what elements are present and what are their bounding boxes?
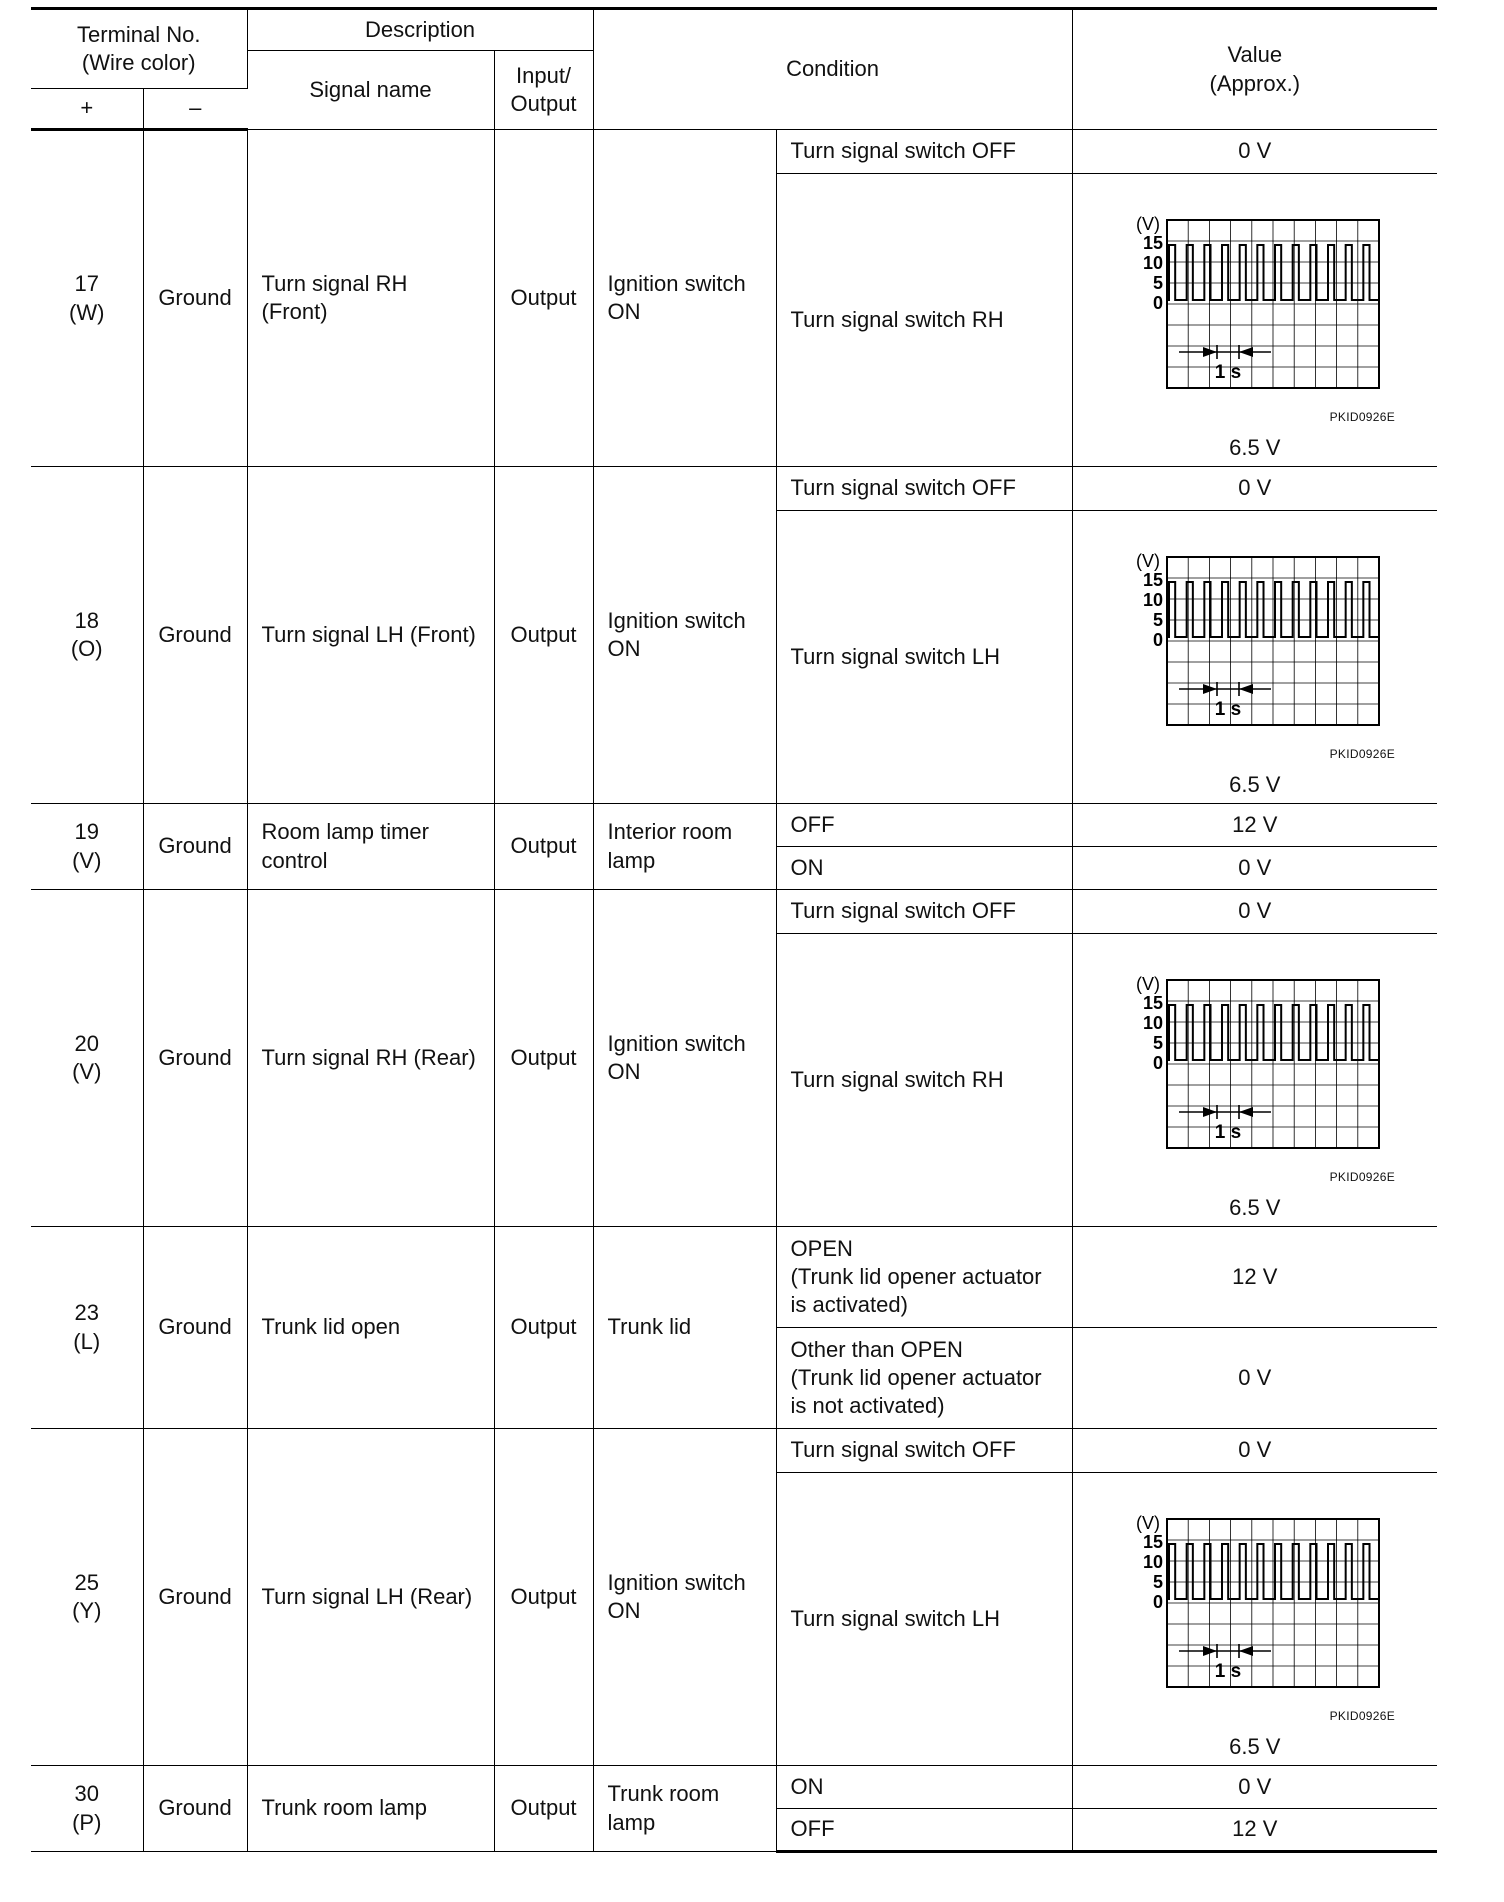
scope-y-tick: 0: [1152, 293, 1163, 313]
voltage-value: 6.5 V: [1229, 1734, 1281, 1759]
signal-name-cell: Turn signal LH (Front): [247, 467, 494, 804]
sub-condition-cell: OPEN (Trunk lid opener actuator is activated): [776, 1227, 1072, 1328]
wire-color: (W): [69, 299, 105, 325]
input-output-cell: Output: [494, 1227, 593, 1429]
sub-condition-cell: ON: [776, 1766, 1072, 1809]
table-row: [31, 1227, 1437, 1328]
value-header: [1072, 9, 1437, 130]
terminal-cell: [31, 1227, 143, 1429]
sub-condition-cell: Turn signal switch OFF: [776, 130, 1072, 174]
input-output-cell: Output: [494, 130, 593, 467]
scope-time-label: 1 s: [1214, 1122, 1241, 1143]
wire-color: (Y): [72, 1598, 102, 1623]
input-output-cell: Output: [494, 1429, 593, 1766]
minus-terminal-cell: Ground: [143, 1429, 247, 1766]
figure-id: PKID0926E: [1329, 1709, 1396, 1723]
wire-color: (P): [72, 1809, 102, 1835]
scope-y-tick: 0: [1152, 1592, 1163, 1612]
waveform-figure: [1087, 934, 1424, 1226]
voltage-value: 12 V: [1072, 1809, 1437, 1852]
input-output-cell: Output: [494, 890, 593, 1227]
scope-unit-label: (V): [1135, 214, 1160, 234]
scope-y-tick: 5: [1152, 273, 1163, 293]
minus-terminal-cell: Ground: [143, 467, 247, 804]
scope-unit-label: (V): [1135, 974, 1160, 994]
table-row: [31, 467, 1437, 511]
figure-id: PKID0926E: [1329, 1170, 1396, 1184]
signal-name-cell: Turn signal RH (Front): [247, 130, 494, 467]
minus-terminal-cell: Ground: [143, 1766, 247, 1852]
wire-color: (O): [70, 636, 103, 661]
sub-condition-cell: ON: [776, 847, 1072, 890]
minus-terminal-cell: Ground: [143, 1227, 247, 1429]
input-output-cell: Output: [494, 1766, 593, 1852]
time-marker-icon: [1179, 345, 1271, 359]
wire-color: (L): [73, 1328, 101, 1354]
sub-condition-cell: Turn signal switch OFF: [776, 890, 1072, 934]
voltage-value: 0 V: [1072, 1429, 1437, 1473]
waveform-figure: [1087, 511, 1424, 803]
minus-terminal-cell: Ground: [143, 130, 247, 467]
signal-name-cell: Turn signal LH (Rear): [247, 1429, 494, 1766]
terminal-cell: [31, 1766, 143, 1852]
figure-id: PKID0926E: [1329, 747, 1396, 761]
sub-condition-cell: Turn signal switch LH: [776, 511, 1072, 804]
voltage-value: 12 V: [1072, 804, 1437, 847]
scope-y-tick: 15: [1142, 993, 1163, 1013]
scope-y-tick: 10: [1142, 253, 1163, 273]
signal-name-cell: Room lamp timer control: [247, 804, 494, 890]
time-marker-icon: [1179, 1644, 1271, 1658]
sub-condition-cell: Turn signal switch RH: [776, 934, 1072, 1227]
input-output-cell: Output: [494, 804, 593, 890]
condition-cell: Trunk lid: [593, 1227, 776, 1429]
waveform-figure: [1087, 174, 1424, 466]
voltage-value: 0 V: [1072, 847, 1437, 890]
scope-y-tick: 5: [1152, 610, 1163, 630]
table-header: [31, 9, 1437, 130]
condition-header: Condition: [593, 9, 1072, 130]
terminal-spec-table: [31, 7, 1437, 1853]
minus-terminal-cell: Ground: [143, 804, 247, 890]
scope-y-tick: 0: [1152, 630, 1163, 650]
terminal-number: 23: [74, 1300, 99, 1326]
terminal-cell: [31, 467, 143, 804]
condition-cell: Ignition switch ON: [593, 130, 776, 467]
waveform-value-cell: [1072, 934, 1437, 1227]
terminal-number: 19: [74, 819, 99, 845]
table-row: [31, 1429, 1437, 1473]
value-label: Value: [1227, 42, 1283, 68]
wire-color: (V): [72, 847, 102, 873]
scope-y-tick: 15: [1142, 1532, 1163, 1552]
table-row: [31, 1766, 1437, 1809]
minus-terminal-cell: Ground: [143, 890, 247, 1227]
signal-name-cell: Turn signal RH (Rear): [247, 890, 494, 1227]
condition-cell: Ignition switch ON: [593, 467, 776, 804]
description-header: Description: [247, 9, 593, 51]
scope-time-label: 1 s: [1214, 699, 1241, 720]
sub-condition-cell: Other than OPEN (Trunk lid opener actuator is not activated): [776, 1328, 1072, 1429]
sub-condition-cell: Turn signal switch OFF: [776, 467, 1072, 511]
waveform-value-cell: [1072, 511, 1437, 804]
condition-cell: Trunk room lamp: [593, 1766, 776, 1852]
signal-name-header: Signal name: [247, 51, 494, 130]
scope-y-tick: 15: [1142, 233, 1163, 253]
table-row: [31, 130, 1437, 174]
terminal-number: 30: [74, 1781, 99, 1807]
scope-y-tick: 10: [1142, 1552, 1163, 1572]
oscilloscope-waveform: [1087, 210, 1452, 460]
condition-cell: Ignition switch ON: [593, 890, 776, 1227]
sub-condition-cell: OFF: [776, 804, 1072, 847]
scope-y-tick: 10: [1142, 590, 1163, 610]
waveform-value-cell: [1072, 174, 1437, 467]
voltage-value: 0 V: [1072, 1328, 1437, 1429]
input-output-cell: Output: [494, 467, 593, 804]
wire-color-label: (Wire color): [81, 50, 196, 75]
terminal-number: 20: [74, 1030, 99, 1056]
terminal-no-header: [31, 9, 247, 89]
signal-name-cell: Trunk lid open: [247, 1227, 494, 1429]
scope-unit-label: (V): [1135, 1513, 1160, 1533]
sub-condition-cell: Turn signal switch OFF: [776, 1429, 1072, 1473]
voltage-value: 0 V: [1072, 890, 1437, 934]
minus-header: –: [143, 89, 247, 130]
oscilloscope-waveform: [1087, 970, 1452, 1220]
voltage-value: 12 V: [1072, 1227, 1437, 1328]
sub-condition-cell: Turn signal switch LH: [776, 1473, 1072, 1766]
scope-time-label: 1 s: [1214, 1661, 1241, 1682]
terminal-number: 18: [74, 607, 99, 633]
scope-time-label: 1 s: [1214, 362, 1241, 383]
terminal-cell: [31, 804, 143, 890]
condition-cell: Interior room lamp: [593, 804, 776, 890]
condition-cell: Ignition switch ON: [593, 1429, 776, 1766]
waveform-value-cell: [1072, 1473, 1437, 1766]
sub-condition-cell: Turn signal switch RH: [776, 174, 1072, 467]
terminal-number: 17: [74, 271, 99, 297]
scope-y-tick: 15: [1142, 570, 1163, 590]
plus-header: +: [31, 89, 143, 130]
voltage-value: 0 V: [1072, 467, 1437, 511]
scope-y-tick: 0: [1152, 1053, 1163, 1073]
table-row: [31, 804, 1437, 847]
signal-name-cell: Trunk room lamp: [247, 1766, 494, 1852]
time-marker-icon: [1179, 1105, 1271, 1119]
terminal-no-label: Terminal No.: [77, 21, 201, 47]
terminal-cell: [31, 130, 143, 467]
input-output-header: Input/ Output: [494, 51, 593, 130]
table-body: [31, 130, 1437, 1852]
scope-y-tick: 5: [1152, 1572, 1163, 1592]
scope-y-tick: 10: [1142, 1013, 1163, 1033]
oscilloscope-waveform: [1087, 1509, 1452, 1759]
voltage-value: 0 V: [1072, 130, 1437, 174]
terminal-number: 25: [74, 1569, 99, 1595]
terminal-cell: [31, 890, 143, 1227]
terminal-spec-sheet: [31, 7, 1437, 1853]
time-marker-icon: [1179, 682, 1271, 696]
voltage-value: 6.5 V: [1229, 435, 1281, 460]
table-row: [31, 890, 1437, 934]
voltage-value: 0 V: [1072, 1766, 1437, 1809]
waveform-figure: [1087, 1473, 1424, 1765]
terminal-cell: [31, 1429, 143, 1766]
scope-y-tick: 5: [1152, 1033, 1163, 1053]
figure-id: PKID0926E: [1329, 410, 1396, 424]
sub-condition-cell: OFF: [776, 1809, 1072, 1852]
oscilloscope-waveform: [1087, 547, 1452, 797]
approx-label: (Approx.): [1209, 70, 1301, 96]
scope-unit-label: (V): [1135, 551, 1160, 571]
wire-color: (V): [72, 1059, 102, 1084]
voltage-value: 6.5 V: [1229, 772, 1281, 797]
voltage-value: 6.5 V: [1229, 1195, 1281, 1220]
